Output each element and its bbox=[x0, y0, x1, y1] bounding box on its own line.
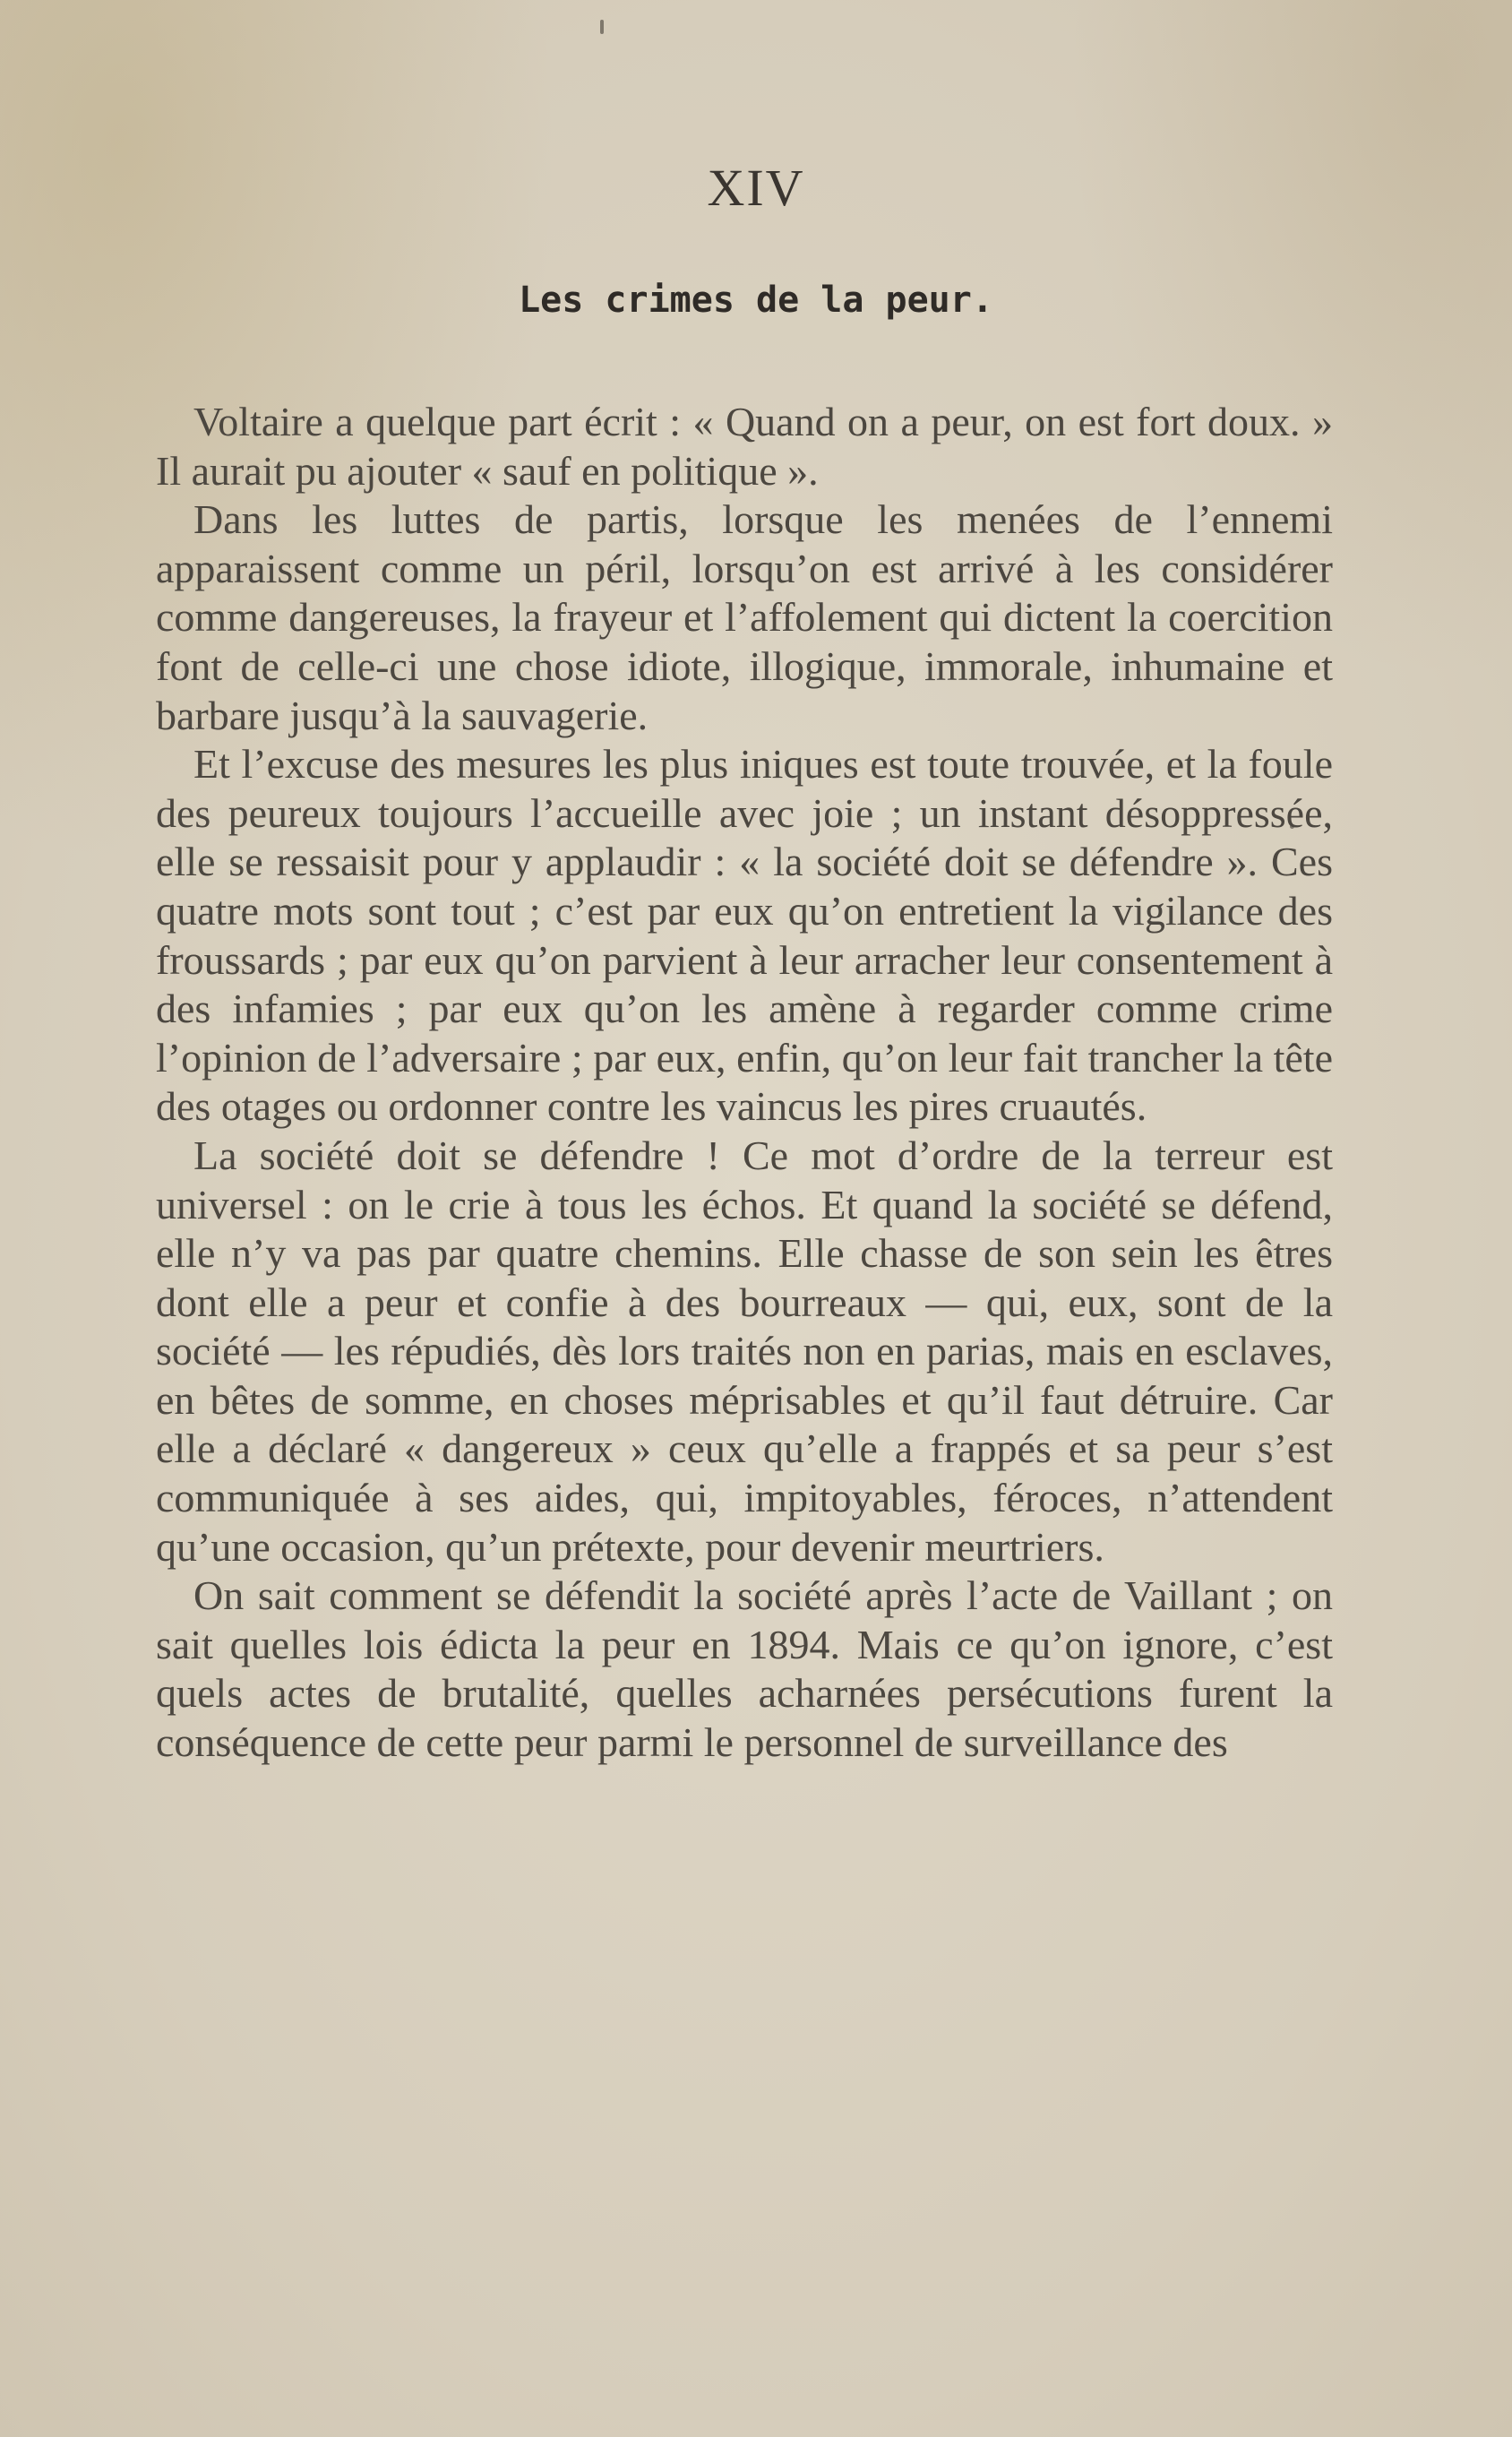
body-text bbox=[156, 398, 1333, 1768]
ink-speck bbox=[600, 20, 604, 34]
paragraph: On sait comment se défendit la société après l’acte de Vaillant ; on sait quelles lois édicta la peur en 1894. Mais ce qu’on ignore, c’est quels actes de brutalité, quelles acharnées persécutions furent la conséquence de cette peur parmi le personnel de surveillance des bbox=[156, 1572, 1333, 1766]
paragraph: Dans les luttes de partis, lorsque les menées de l’ennemi apparaissent comme un péril, lorsqu’on est arrivé à les considérer comme dangereuses, la frayeur et l’affolement qui dictent la coercition font de celle-ci une chose idiote, illogique, immorale, inhumaine et barbare jusqu’à la sauvagerie. bbox=[156, 496, 1333, 738]
chapter-title: Les crimes de la peur. bbox=[519, 280, 993, 321]
chapter-number: XIV bbox=[707, 159, 805, 217]
paragraph: Voltaire a quelque part écrit : « Quand on a peur, on est fort doux. » Il aurait pu ajouter « sauf en politique ». bbox=[156, 399, 1333, 494]
paragraph: La société doit se défendre ! Ce mot d’ordre de la terreur est universel : on le crie à tous les échos. Et quand la société se défend, elle n’y va pas par quatre chemins. Elle chasse de son sein les êtres dont elle a peur et confie à des bourreaux — qui, eux, sont de la société — les répudiés, dès lors traités non en parias, mais en esclaves, en bêtes de somme, en choses méprisables et qu’il faut détruire. Car elle a déclaré « dangereux » ceux qu’elle a frappés et sa peur s’est communiquée à ses aides, qui, impitoyables, féroces, n’attendent qu’une occasion, qu’un prétexte, pour devenir meurtriers. bbox=[156, 1132, 1333, 1570]
paragraph: Et l’excuse des mesures les plus iniques est toute trouvée, et la foule des peureux toujours l’accueille avec joie ; un instant désoppressée, elle se ressaisit pour y applaudir : « la société doit se défendre ». Ces quatre mots sont tout ; c’est par eux qu’on entretient la vigilance des froussards ; par eux qu’on parvient à leur arracher leur consentement à des infamies ; par eux qu’on les amène à regarder comme crime l’opinion de l’adversaire ; par eux, enfin, qu’on leur fait trancher la tête des otages ou ordonner contre les vaincus les pires cruautés. bbox=[156, 741, 1333, 1130]
